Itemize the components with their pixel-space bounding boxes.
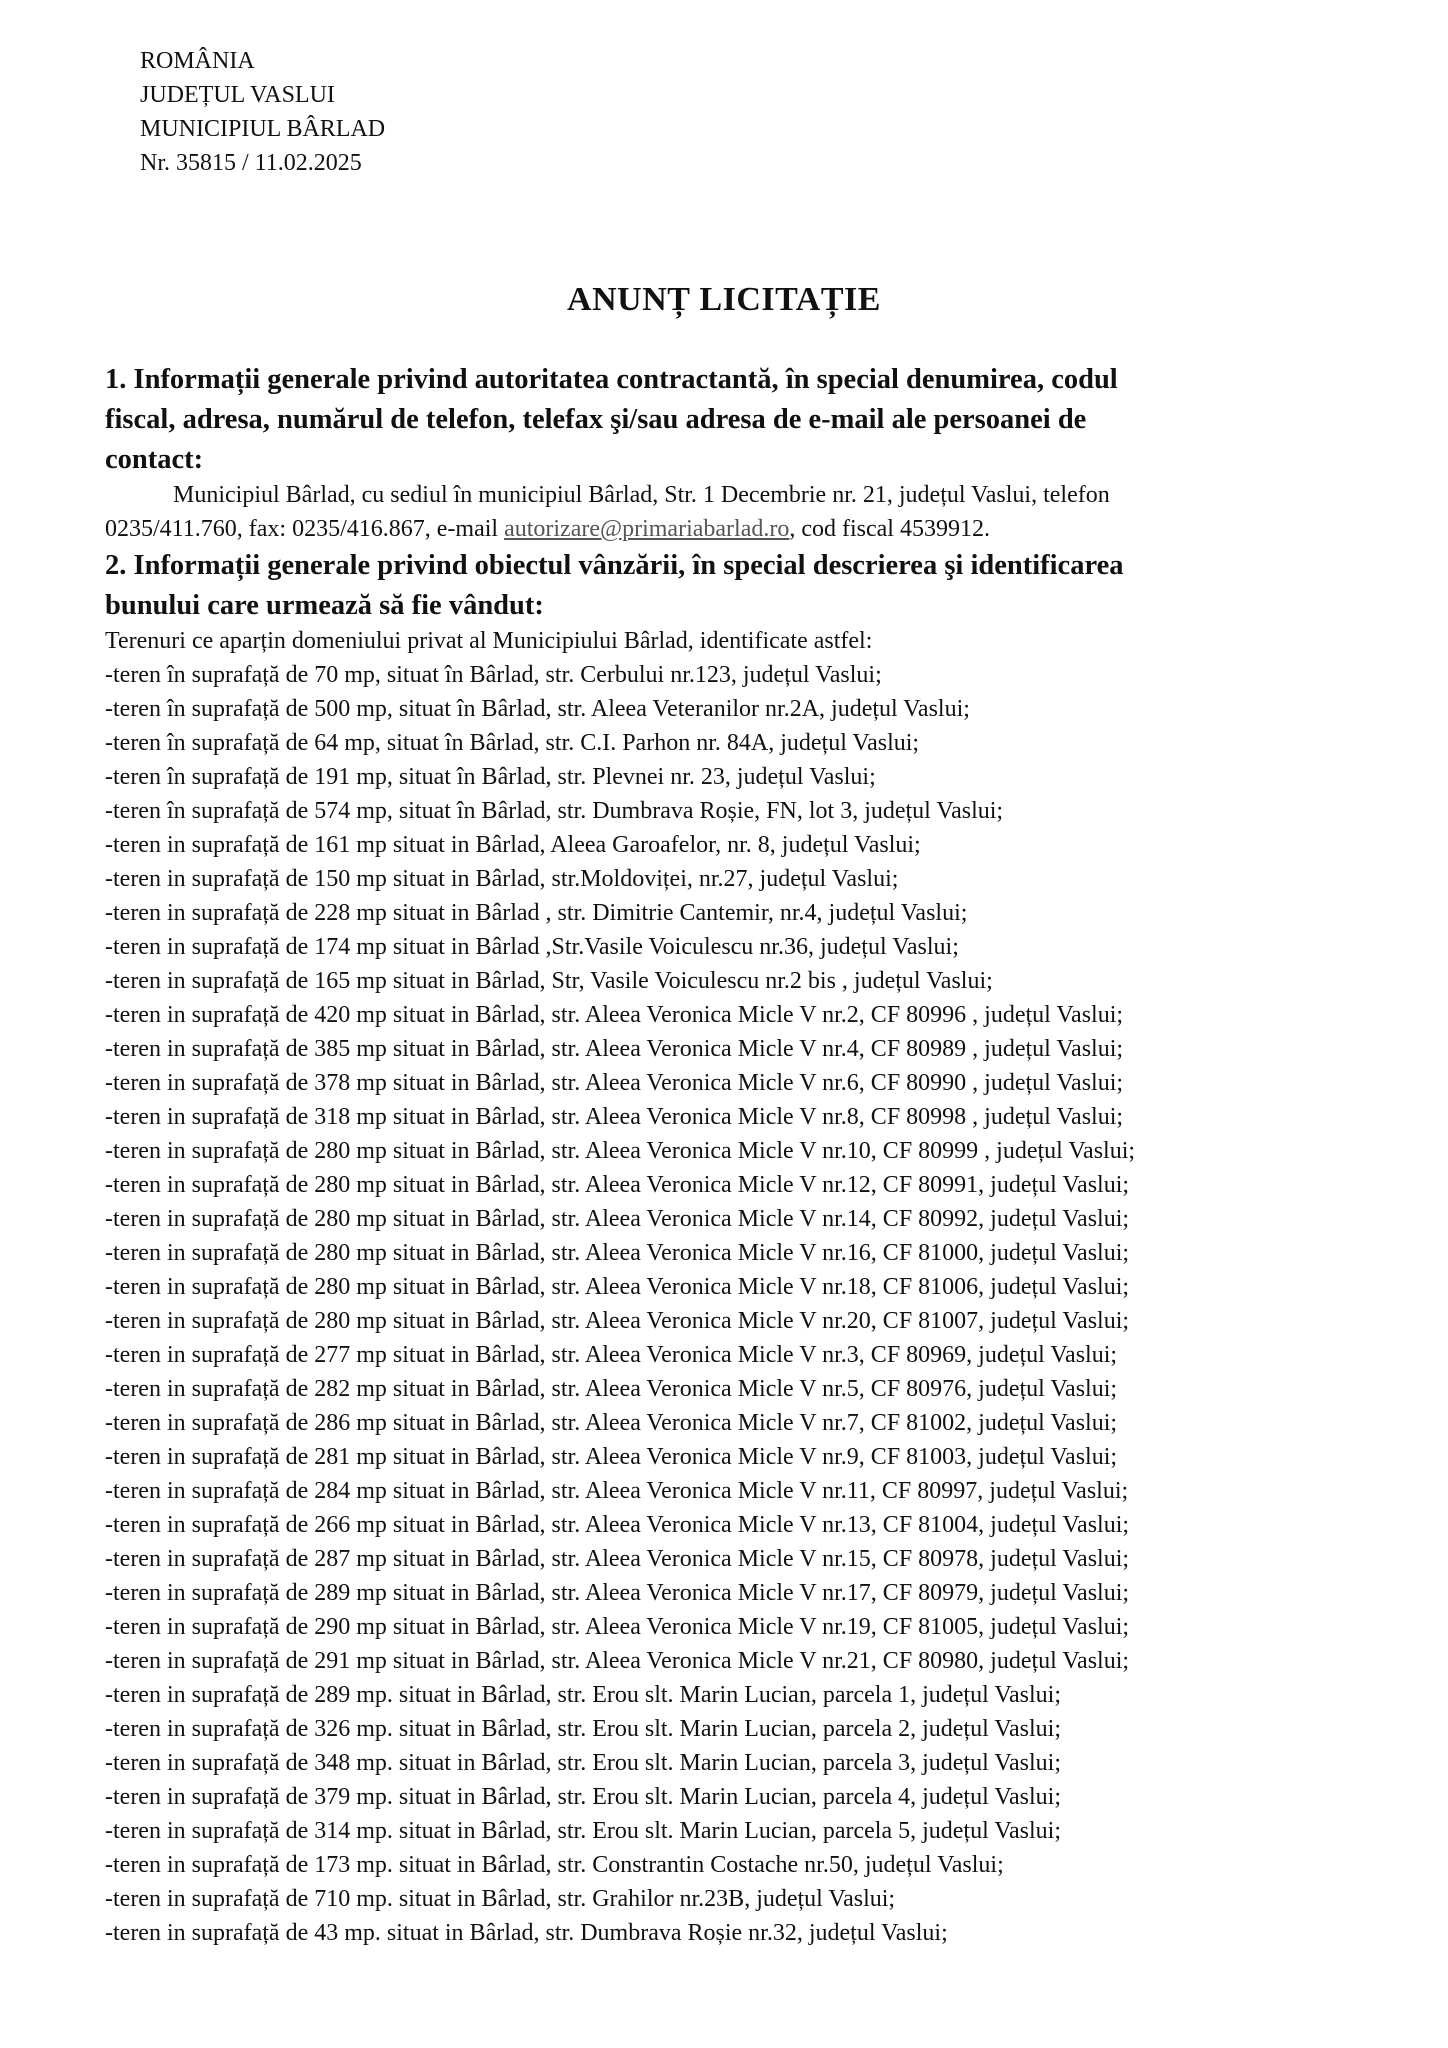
list-item: -teren in suprafață de 378 mp situat in Bârlad, str. Aleea Veronica Micle V nr.6, CF 80990 , județul Vaslui; — [105, 1070, 1124, 1096]
header-municipality: MUNICIPIUL BÂRLAD — [140, 116, 386, 142]
list-item: -teren in suprafață de 348 mp. situat in Bârlad, str. Erou slt. Marin Lucian, parcela 3, județul Vaslui; — [105, 1750, 1061, 1776]
list-item: -teren în suprafață de 500 mp, situat în Bârlad, str. Aleea Veteranilor nr.2A, județul Vaslui; — [105, 696, 970, 722]
list-item: -teren in suprafață de 314 mp. situat in Bârlad, str. Erou slt. Marin Lucian, parcela 5, județul Vaslui; — [105, 1818, 1061, 1844]
header-registration-number: Nr. 35815 / 11.02.2025 — [140, 150, 362, 176]
list-item: -teren in suprafață de 287 mp situat in Bârlad, str. Aleea Veronica Micle V nr.15, CF 80978, județul Vaslui; — [105, 1546, 1130, 1572]
section-1-heading-line: contact: — [105, 444, 204, 475]
list-item: -teren in suprafață de 280 mp situat in Bârlad, str. Aleea Veronica Micle V nr.20, CF 81007, județul Vaslui; — [105, 1308, 1130, 1334]
section-2-heading-line: 2. Informații generale privind obiectul vânzării, în special descrierea şi identificarea — [105, 550, 1124, 581]
contact-line-text: , cod fiscal 4539912. — [789, 516, 990, 542]
list-item: -teren in suprafață de 420 mp situat in Bârlad, str. Aleea Veronica Micle V nr.2, CF 80996 , județul Vaslui; — [105, 1002, 1124, 1028]
list-item: -teren in suprafață de 161 mp situat in Bârlad, Aleea Garoafelor, nr. 8, județul Vaslui; — [105, 832, 921, 858]
list-item: -teren in suprafață de 43 mp. situat in Bârlad, str. Dumbrava Roșie nr.32, județul Vaslui; — [105, 1920, 948, 1946]
list-item: -teren in suprafață de 277 mp situat in Bârlad, str. Aleea Veronica Micle V nr.3, CF 80969, județul Vaslui; — [105, 1342, 1118, 1368]
list-item: -teren in suprafață de 228 mp situat in Bârlad , str. Dimitrie Cantemir, nr.4, județul Vaslui; — [105, 900, 968, 926]
section-2-heading — [105, 546, 1355, 626]
list-item: -teren in suprafață de 282 mp situat in Bârlad, str. Aleea Veronica Micle V nr.5, CF 80976, județul Vaslui; — [105, 1376, 1118, 1402]
list-item: -teren in suprafață de 174 mp situat in Bârlad ,Str.Vasile Voiculescu nr.36, județul Vaslui; — [105, 934, 959, 960]
list-item: -teren in suprafață de 281 mp situat in Bârlad, str. Aleea Veronica Micle V nr.9, CF 81003, județul Vaslui; — [105, 1444, 1118, 1470]
header-county: JUDEȚUL VASLUI — [140, 82, 335, 108]
list-item: -teren in suprafață de 165 mp situat in Bârlad, Str, Vasile Voiculescu nr.2 bis , județul Vaslui; — [105, 968, 993, 994]
list-item: -teren in suprafață de 266 mp situat in Bârlad, str. Aleea Veronica Micle V nr.13, CF 81004, județul Vaslui; — [105, 1512, 1130, 1538]
list-item: -teren in suprafață de 280 mp situat in Bârlad, str. Aleea Veronica Micle V nr.16, CF 81000, județul Vaslui; — [105, 1240, 1130, 1266]
list-item: -teren in suprafață de 280 mp situat in Bârlad, str. Aleea Veronica Micle V nr.12, CF 80991, județul Vaslui; — [105, 1172, 1130, 1198]
list-item: -teren în suprafață de 574 mp, situat în Bârlad, str. Dumbrava Roșie, FN, lot 3, județul Vaslui; — [105, 798, 1004, 824]
list-item: -teren in suprafață de 150 mp situat in Bârlad, str.Moldoviței, nr.27, județul Vaslui; — [105, 866, 899, 892]
list-item: -teren în suprafață de 191 mp, situat în Bârlad, str. Plevnei nr. 23, județul Vaslui; — [105, 764, 876, 790]
list-item: -teren in suprafață de 289 mp. situat in Bârlad, str. Erou slt. Marin Lucian, parcela 1, județul Vaslui; — [105, 1682, 1061, 1708]
list-item: -teren in suprafață de 289 mp situat in Bârlad, str. Aleea Veronica Micle V nr.17, CF 80979, județul Vaslui; — [105, 1580, 1130, 1606]
list-item: -teren in suprafață de 290 mp situat in Bârlad, str. Aleea Veronica Micle V nr.19, CF 81005, județul Vaslui; — [105, 1614, 1130, 1640]
section-1-heading-line: 1. Informații generale privind autoritatea contractantă, în special denumirea, codul — [105, 364, 1118, 395]
list-item: -teren in suprafață de 291 mp situat in Bârlad, str. Aleea Veronica Micle V nr.21, CF 80980, județul Vaslui; — [105, 1648, 1130, 1674]
list-item: -teren in suprafață de 173 mp. situat in Bârlad, str. Constrantin Costache nr.50, județul Vaslui; — [105, 1852, 1004, 1878]
land-list — [105, 624, 1135, 1950]
contact-line — [105, 512, 1110, 546]
header-country: ROMÂNIA — [140, 48, 255, 74]
list-item: -teren in suprafață de 385 mp situat in Bârlad, str. Aleea Veronica Micle V nr.4, CF 80989 , județul Vaslui; — [105, 1036, 1124, 1062]
contact-paragraph — [105, 478, 1110, 546]
page-title: ANUNȚ LICITAȚIE — [567, 281, 881, 318]
list-item: -teren in suprafață de 280 mp situat in Bârlad, str. Aleea Veronica Micle V nr.18, CF 81006, județul Vaslui; — [105, 1274, 1130, 1300]
list-item: -teren în suprafață de 64 mp, situat în Bârlad, str. C.I. Parhon nr. 84A, județul Vaslui; — [105, 730, 920, 756]
list-item: -teren in suprafață de 280 mp situat in Bârlad, str. Aleea Veronica Micle V nr.14, CF 80992, județul Vaslui; — [105, 1206, 1130, 1232]
list-item: -teren in suprafață de 326 mp. situat in Bârlad, str. Erou slt. Marin Lucian, parcela 2, județul Vaslui; — [105, 1716, 1061, 1742]
contact-line: Municipiul Bârlad, cu sediul în municipiul Bârlad, Str. 1 Decembrie nr. 21, județul Vaslui, telefon — [173, 482, 1110, 508]
list-item: -teren în suprafață de 70 mp, situat în Bârlad, str. Cerbului nr.123, județul Vaslui; — [105, 662, 882, 688]
email-link[interactable]: autorizare@primariabarlad.ro — [504, 516, 790, 542]
contact-line-text: 0235/411.760, fax: 0235/416.867, e-mail — [105, 516, 505, 542]
section-1-heading — [105, 360, 1355, 480]
list-item: -teren in suprafață de 280 mp situat in Bârlad, str. Aleea Veronica Micle V nr.10, CF 80999 , județul Vaslui; — [105, 1138, 1136, 1164]
list-item: -teren in suprafață de 379 mp. situat in Bârlad, str. Erou slt. Marin Lucian, parcela 4, județul Vaslui; — [105, 1784, 1061, 1810]
list-item: -teren in suprafață de 318 mp situat in Bârlad, str. Aleea Veronica Micle V nr.8, CF 80998 , județul Vaslui; — [105, 1104, 1124, 1130]
document-header — [140, 44, 385, 180]
section-2-heading-line: bunului care urmează să fie vândut: — [105, 590, 544, 621]
list-item: -teren in suprafață de 284 mp situat in Bârlad, str. Aleea Veronica Micle V nr.11, CF 80997, județul Vaslui; — [105, 1478, 1129, 1504]
section-1-heading-line: fiscal, adresa, numărul de telefon, telefax şi/sau adresa de e-mail ale persoanei de — [105, 404, 1087, 435]
land-list-intro: Terenuri ce aparțin domeniului privat al Municipiului Bârlad, identificate astfel: — [105, 628, 873, 654]
list-item: -teren in suprafață de 710 mp. situat in Bârlad, str. Grahilor nr.23B, județul Vaslui; — [105, 1886, 896, 1912]
list-item: -teren in suprafață de 286 mp situat in Bârlad, str. Aleea Veronica Micle V nr.7, CF 81002, județul Vaslui; — [105, 1410, 1118, 1436]
